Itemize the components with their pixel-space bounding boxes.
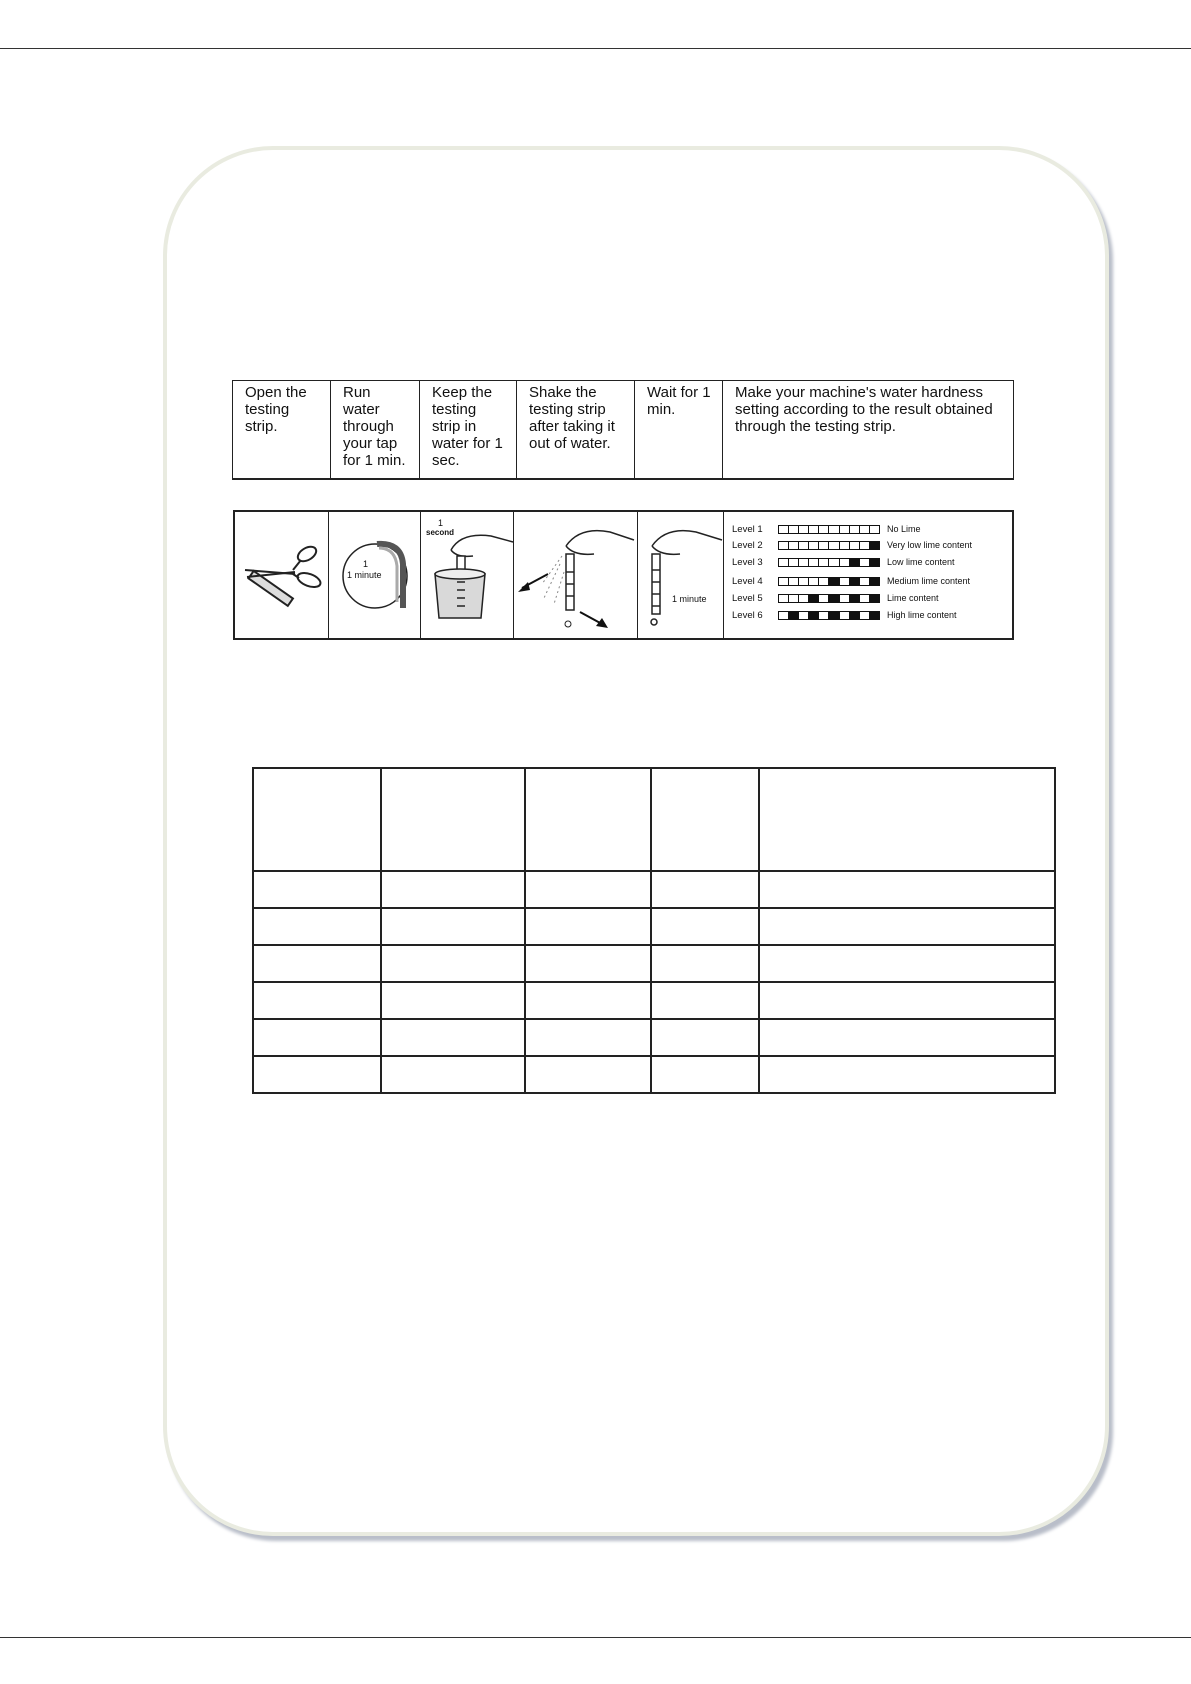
table-header-cell	[759, 768, 1055, 871]
table-header-cell	[525, 768, 651, 871]
level-square	[870, 542, 879, 549]
level-square	[850, 526, 860, 533]
table-header-cell	[651, 768, 759, 871]
table-header-row	[253, 768, 1055, 871]
level-square	[809, 595, 819, 602]
table-cell	[651, 1019, 759, 1056]
level-square	[840, 559, 850, 566]
level-square	[870, 578, 879, 585]
hardness-level-row	[732, 555, 955, 569]
table-cell	[651, 871, 759, 908]
level-square	[799, 559, 809, 566]
table-cell	[759, 945, 1055, 982]
table-cell	[253, 1056, 381, 1093]
table-cell	[253, 871, 381, 908]
level-square	[860, 526, 870, 533]
level-description: Low lime content	[887, 557, 955, 567]
table-cell	[253, 908, 381, 945]
level-square	[850, 612, 860, 619]
level-square	[870, 526, 879, 533]
table-cell	[381, 1056, 525, 1093]
instruction-table	[232, 380, 1014, 480]
level-square	[779, 542, 789, 549]
level-square	[789, 559, 799, 566]
level-square	[840, 526, 850, 533]
table-cell	[651, 908, 759, 945]
table-cell	[651, 1056, 759, 1093]
hardness-level-row	[732, 591, 939, 605]
level-label: Level 2	[732, 539, 763, 551]
level-label: Level 1	[732, 523, 763, 535]
step-shake: Shake the testing strip after taking it out of water.	[517, 381, 635, 479]
table-row	[253, 1019, 1055, 1056]
level-color-bar	[778, 541, 880, 550]
wait-icon	[638, 512, 724, 638]
table-cell	[525, 1056, 651, 1093]
instruction-row	[233, 381, 1014, 479]
level-description: Lime content	[887, 593, 939, 603]
level-square	[799, 612, 809, 619]
level-square	[860, 542, 870, 549]
level-square	[860, 595, 870, 602]
step-set-hardness: Make your machine's water hardness setting according to the result obtained through the testing strip.	[723, 381, 1014, 479]
level-square	[829, 542, 839, 549]
cup-time-label: second	[426, 528, 455, 537]
level-square	[840, 612, 850, 619]
level-square	[860, 559, 870, 566]
table-cell	[759, 1056, 1055, 1093]
level-square	[840, 542, 850, 549]
level-square	[870, 559, 879, 566]
table-row	[253, 871, 1055, 908]
level-square	[809, 578, 819, 585]
level-color-bar	[778, 558, 880, 567]
table-cell	[381, 871, 525, 908]
table-row	[253, 908, 1055, 945]
table-cell	[381, 982, 525, 1019]
table-row	[253, 982, 1055, 1019]
level-square	[829, 526, 839, 533]
hardness-level-row	[732, 574, 970, 588]
step-run-water: Run water through your tap for 1 min.	[331, 381, 420, 479]
table-header-cell	[253, 768, 381, 871]
table-cell	[525, 871, 651, 908]
level-color-bar	[778, 611, 880, 620]
level-square	[840, 595, 850, 602]
scissors-icon	[235, 512, 329, 638]
footer-rule	[0, 1637, 1191, 1638]
level-description: High lime content	[887, 610, 957, 620]
wait-cell	[638, 512, 724, 638]
table-header-cell	[381, 768, 525, 871]
table-cell	[759, 908, 1055, 945]
step-keep-in-water: Keep the testing strip in water for 1 sec.	[420, 381, 517, 479]
level-square	[799, 542, 809, 549]
table-cell	[253, 1019, 381, 1056]
level-square	[850, 595, 860, 602]
tap-time-label: 1 minute	[347, 570, 382, 580]
level-color-bar	[778, 594, 880, 603]
header-rule	[0, 48, 1191, 49]
table-cell	[651, 945, 759, 982]
level-square	[779, 559, 789, 566]
level-square	[819, 526, 829, 533]
table-cell	[381, 908, 525, 945]
table-cell	[381, 945, 525, 982]
table-cell	[759, 871, 1055, 908]
level-square	[850, 578, 860, 585]
table-cell	[525, 1019, 651, 1056]
level-description: Medium lime content	[887, 576, 971, 586]
tap-cell	[329, 512, 421, 638]
level-label: Level 6	[732, 609, 763, 621]
level-square	[819, 612, 829, 619]
table-cell	[525, 945, 651, 982]
cup-time-digit: 1	[438, 518, 444, 528]
level-square	[829, 578, 839, 585]
level-square	[809, 612, 819, 619]
level-square	[799, 526, 809, 533]
table-cell	[651, 982, 759, 1019]
level-square	[809, 559, 819, 566]
table-row	[253, 1056, 1055, 1093]
level-label: Level 5	[732, 592, 763, 604]
hardness-level-row	[732, 608, 957, 622]
table-cell	[253, 982, 381, 1019]
table-cell	[525, 908, 651, 945]
table-row	[253, 945, 1055, 982]
level-square	[809, 526, 819, 533]
level-square	[860, 612, 870, 619]
level-square	[819, 559, 829, 566]
level-color-bar	[778, 577, 880, 586]
level-square	[870, 595, 879, 602]
level-square	[840, 578, 850, 585]
hardness-level-row	[732, 522, 921, 536]
level-description: No Lime	[887, 524, 921, 534]
level-square	[819, 542, 829, 549]
level-square	[789, 578, 799, 585]
table-cell	[525, 982, 651, 1019]
level-square	[819, 595, 829, 602]
table-cell	[253, 945, 381, 982]
level-square	[789, 542, 799, 549]
level-square	[829, 559, 839, 566]
level-square	[850, 559, 860, 566]
level-square	[799, 578, 809, 585]
level-label: Level 3	[732, 556, 763, 568]
illustration-strip	[233, 510, 1014, 640]
level-square	[789, 595, 799, 602]
level-square	[829, 595, 839, 602]
tap-time-digit: 1	[363, 559, 369, 569]
shake-cell	[514, 512, 638, 638]
table-cell	[759, 982, 1055, 1019]
level-square	[819, 578, 829, 585]
level-square	[789, 612, 799, 619]
level-square	[809, 542, 819, 549]
level-square	[789, 526, 799, 533]
level-square	[850, 542, 860, 549]
step-open: Open the testing strip.	[233, 381, 331, 479]
table-cell	[759, 1019, 1055, 1056]
level-square	[860, 578, 870, 585]
hardness-settings-table	[252, 767, 1056, 1094]
level-square	[870, 612, 879, 619]
level-label: Level 4	[732, 575, 763, 587]
level-square	[779, 595, 789, 602]
level-square	[829, 612, 839, 619]
hardness-level-row	[732, 538, 972, 552]
table-cell	[381, 1019, 525, 1056]
cup-cell	[421, 512, 514, 638]
level-square	[779, 526, 789, 533]
step-wait: Wait for 1 min.	[635, 381, 723, 479]
level-square	[779, 578, 789, 585]
level-square	[779, 612, 789, 619]
level-description: Very low lime content	[887, 540, 973, 550]
level-square	[799, 595, 809, 602]
level-color-bar	[778, 525, 880, 534]
hardness-levels-legend	[724, 512, 1012, 638]
scissors-cell	[235, 512, 329, 638]
wait-time-label: 1 minute	[672, 594, 707, 604]
shake-icon	[514, 512, 638, 638]
